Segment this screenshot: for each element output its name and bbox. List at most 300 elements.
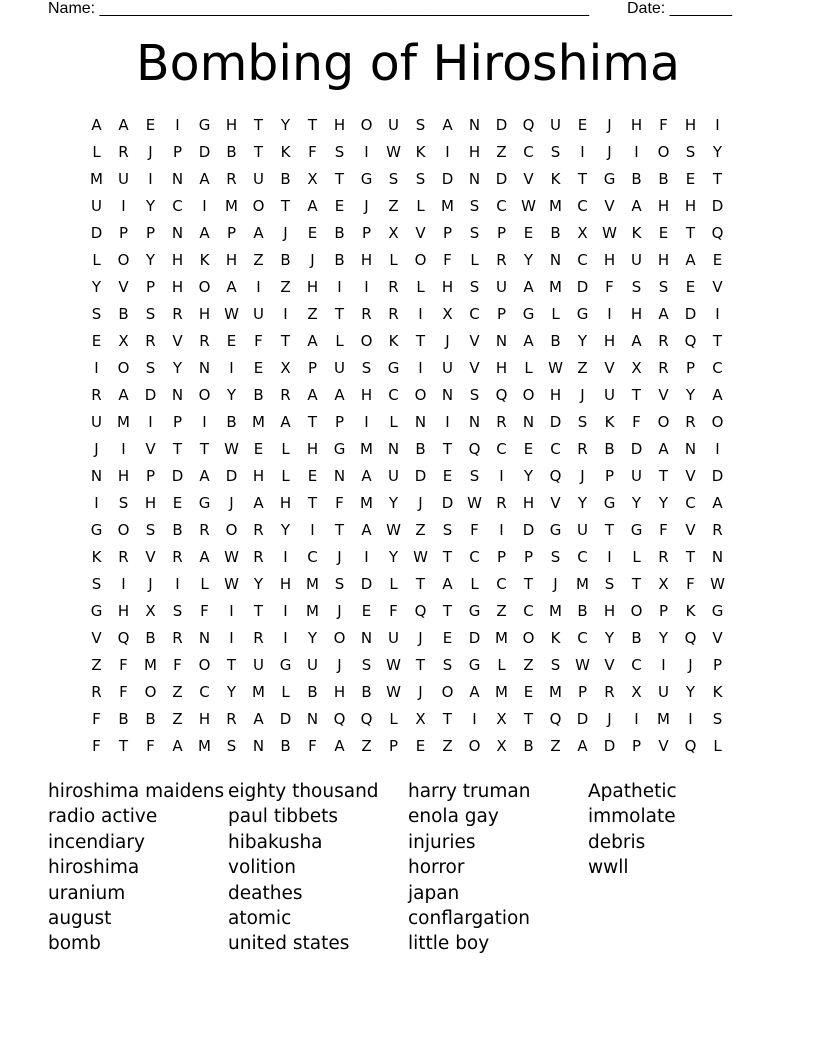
grid-letter[interactable]: L	[470, 574, 479, 593]
grid-letter[interactable]: K	[550, 628, 561, 647]
grid-letter[interactable]: G	[468, 655, 481, 674]
grid-letter[interactable]: W	[224, 439, 239, 458]
grid-letter[interactable]: S	[334, 574, 345, 593]
grid-letter[interactable]: Y	[172, 358, 183, 377]
grid-letter[interactable]: E	[172, 493, 183, 512]
grid-letter[interactable]: F	[335, 493, 344, 512]
grid-letter[interactable]: Y	[712, 142, 723, 161]
grid-letter[interactable]: F	[173, 655, 182, 674]
grid-letter[interactable]: L	[632, 547, 641, 566]
grid-letter[interactable]: S	[631, 277, 642, 296]
grid-letter[interactable]: H	[252, 466, 265, 485]
grid-letter[interactable]: R	[199, 331, 210, 350]
grid-letter[interactable]: J	[148, 142, 153, 161]
grid-letter[interactable]: M	[252, 682, 265, 701]
grid-letter[interactable]: C	[550, 439, 561, 458]
grid-letter[interactable]: H	[171, 277, 184, 296]
grid-letter[interactable]: B	[334, 223, 345, 242]
grid-letter[interactable]: I	[229, 358, 234, 377]
grid-letter[interactable]: S	[145, 358, 156, 377]
grid-letter[interactable]: E	[685, 169, 696, 188]
grid-letter[interactable]: B	[307, 682, 318, 701]
grid-letter[interactable]: L	[389, 709, 398, 728]
grid-letter[interactable]: X	[496, 736, 507, 755]
grid-letter[interactable]: W	[386, 655, 401, 674]
grid-letter[interactable]: I	[364, 412, 369, 431]
grid-letter[interactable]: V	[604, 358, 615, 377]
grid-letter[interactable]: O	[144, 682, 157, 701]
grid-letter[interactable]: T	[442, 547, 453, 566]
grid-letter[interactable]: S	[334, 142, 345, 161]
grid-letter[interactable]: S	[91, 574, 102, 593]
grid-letter[interactable]: B	[658, 169, 669, 188]
grid-letter[interactable]: R	[577, 439, 588, 458]
grid-letter[interactable]: G	[711, 601, 724, 620]
grid-letter[interactable]: R	[280, 385, 291, 404]
grid-letter[interactable]: V	[469, 358, 480, 377]
grid-letter[interactable]: X	[388, 223, 399, 242]
grid-letter[interactable]: G	[198, 493, 211, 512]
grid-letter[interactable]: B	[577, 601, 588, 620]
grid-letter[interactable]: Z	[442, 736, 453, 755]
grid-letter[interactable]: J	[94, 439, 99, 458]
grid-letter[interactable]: K	[415, 142, 426, 161]
grid-letter[interactable]: F	[659, 115, 668, 134]
grid-letter[interactable]: C	[523, 601, 534, 620]
grid-letter[interactable]: P	[334, 412, 345, 431]
grid-letter[interactable]: R	[226, 709, 237, 728]
grid-letter[interactable]: S	[469, 385, 480, 404]
grid-letter[interactable]: T	[415, 331, 426, 350]
grid-letter[interactable]: S	[469, 466, 480, 485]
grid-letter[interactable]: S	[577, 412, 588, 431]
grid-letter[interactable]: R	[712, 520, 723, 539]
grid-letter[interactable]: F	[443, 250, 452, 269]
grid-letter[interactable]: E	[226, 331, 237, 350]
grid-letter[interactable]: A	[253, 223, 264, 242]
grid-letter[interactable]: E	[442, 466, 453, 485]
grid-letter[interactable]: Q	[495, 385, 508, 404]
grid-letter[interactable]: H	[333, 682, 346, 701]
grid-letter[interactable]: I	[607, 304, 612, 323]
grid-letter[interactable]: D	[495, 115, 508, 134]
grid-letter[interactable]: U	[388, 466, 399, 485]
grid-letter[interactable]: B	[145, 628, 156, 647]
grid-letter[interactable]: R	[118, 547, 129, 566]
grid-letter[interactable]: R	[199, 520, 210, 539]
grid-letter[interactable]: I	[499, 466, 504, 485]
grid-letter[interactable]: Y	[226, 682, 237, 701]
grid-letter[interactable]: D	[549, 412, 562, 431]
grid-letter[interactable]: I	[607, 547, 612, 566]
grid-letter[interactable]: H	[144, 493, 157, 512]
grid-letter[interactable]: Y	[577, 331, 588, 350]
grid-letter[interactable]: G	[576, 304, 589, 323]
grid-letter[interactable]: S	[415, 115, 426, 134]
grid-letter[interactable]: Q	[360, 709, 373, 728]
grid-letter[interactable]: G	[90, 601, 103, 620]
grid-letter[interactable]: C	[712, 358, 723, 377]
grid-letter[interactable]: M	[495, 628, 508, 647]
grid-letter[interactable]: T	[334, 169, 345, 188]
grid-letter[interactable]: N	[441, 385, 454, 404]
grid-letter[interactable]: F	[92, 709, 101, 728]
grid-letter[interactable]: R	[145, 331, 156, 350]
grid-letter[interactable]: J	[553, 574, 558, 593]
grid-letter[interactable]: C	[469, 547, 480, 566]
grid-letter[interactable]: P	[307, 358, 318, 377]
grid-letter[interactable]: V	[523, 169, 534, 188]
grid-letter[interactable]: T	[307, 493, 318, 512]
grid-letter[interactable]: N	[333, 466, 346, 485]
grid-letter[interactable]: T	[253, 115, 264, 134]
grid-letter[interactable]: H	[630, 304, 643, 323]
grid-letter[interactable]: F	[659, 520, 668, 539]
grid-letter[interactable]: W	[548, 358, 563, 377]
grid-letter[interactable]: D	[441, 169, 454, 188]
grid-letter[interactable]: T	[415, 574, 426, 593]
grid-letter[interactable]: P	[388, 736, 399, 755]
grid-letter[interactable]: I	[445, 142, 450, 161]
date-field[interactable]: Date: _______	[627, 0, 732, 17]
grid-letter[interactable]: W	[386, 520, 401, 539]
grid-letter[interactable]: Q	[117, 628, 130, 647]
grid-letter[interactable]: X	[307, 169, 318, 188]
grid-letter[interactable]: I	[580, 142, 585, 161]
grid-letter[interactable]: Z	[253, 250, 264, 269]
grid-letter[interactable]: F	[146, 736, 155, 755]
grid-letter[interactable]: U	[658, 682, 669, 701]
grid-letter[interactable]: T	[253, 601, 264, 620]
grid-letter[interactable]: T	[280, 331, 291, 350]
grid-letter[interactable]: P	[631, 736, 642, 755]
grid-letter[interactable]: E	[712, 250, 723, 269]
grid-letter[interactable]: O	[117, 520, 130, 539]
grid-letter[interactable]: X	[442, 304, 453, 323]
grid-letter[interactable]: N	[360, 628, 373, 647]
grid-letter[interactable]: Z	[496, 601, 507, 620]
grid-letter[interactable]: O	[225, 520, 238, 539]
grid-letter[interactable]: A	[658, 439, 669, 458]
grid-letter[interactable]: A	[307, 385, 318, 404]
grid-letter[interactable]: F	[632, 412, 641, 431]
grid-letter[interactable]: A	[631, 331, 642, 350]
grid-letter[interactable]: L	[281, 682, 290, 701]
grid-letter[interactable]: Z	[415, 520, 426, 539]
grid-letter[interactable]: S	[361, 655, 372, 674]
grid-letter[interactable]: H	[630, 115, 643, 134]
grid-letter[interactable]: V	[145, 439, 156, 458]
grid-letter[interactable]: M	[117, 412, 130, 431]
grid-letter[interactable]: O	[522, 628, 535, 647]
grid-letter[interactable]: O	[252, 196, 265, 215]
grid-letter[interactable]: A	[523, 277, 534, 296]
grid-letter[interactable]: E	[523, 223, 534, 242]
grid-letter[interactable]: A	[334, 736, 345, 755]
grid-letter[interactable]: U	[442, 358, 453, 377]
grid-letter[interactable]: S	[469, 223, 480, 242]
grid-letter[interactable]: J	[283, 223, 288, 242]
grid-letter[interactable]: E	[361, 601, 372, 620]
grid-letter[interactable]: R	[253, 547, 264, 566]
grid-letter[interactable]: E	[415, 736, 426, 755]
grid-letter[interactable]: Q	[711, 223, 724, 242]
grid-letter[interactable]: T	[712, 331, 723, 350]
grid-letter[interactable]: P	[145, 277, 156, 296]
grid-letter[interactable]: R	[172, 628, 183, 647]
grid-letter[interactable]: E	[253, 358, 264, 377]
grid-letter[interactable]: B	[523, 736, 534, 755]
grid-letter[interactable]: E	[253, 439, 264, 458]
grid-letter[interactable]: I	[445, 412, 450, 431]
grid-letter[interactable]: K	[604, 412, 615, 431]
grid-letter[interactable]: V	[118, 277, 129, 296]
grid-letter[interactable]: E	[334, 196, 345, 215]
grid-letter[interactable]: A	[199, 223, 210, 242]
grid-letter[interactable]: M	[549, 601, 562, 620]
grid-letter[interactable]: N	[684, 439, 697, 458]
grid-letter[interactable]: O	[711, 412, 724, 431]
grid-letter[interactable]: T	[226, 655, 237, 674]
grid-letter[interactable]: C	[199, 682, 210, 701]
grid-letter[interactable]: Y	[631, 493, 642, 512]
grid-letter[interactable]: I	[148, 412, 153, 431]
grid-letter[interactable]: D	[495, 169, 508, 188]
grid-letter[interactable]: I	[715, 439, 720, 458]
grid-letter[interactable]: T	[658, 466, 669, 485]
grid-letter[interactable]: S	[550, 142, 561, 161]
grid-letter[interactable]: X	[631, 358, 642, 377]
grid-letter[interactable]: H	[549, 385, 562, 404]
grid-letter[interactable]: I	[94, 358, 99, 377]
grid-letter[interactable]: D	[90, 223, 103, 242]
grid-letter[interactable]: O	[360, 331, 373, 350]
grid-letter[interactable]: H	[279, 493, 292, 512]
grid-letter[interactable]: M	[144, 655, 157, 674]
grid-letter[interactable]: M	[360, 439, 373, 458]
grid-letter[interactable]: J	[607, 142, 612, 161]
grid-letter[interactable]: D	[279, 709, 292, 728]
grid-letter[interactable]: M	[306, 574, 319, 593]
grid-letter[interactable]: Q	[333, 709, 346, 728]
grid-letter[interactable]: V	[712, 277, 723, 296]
grid-letter[interactable]: J	[418, 682, 423, 701]
grid-letter[interactable]: N	[414, 412, 427, 431]
grid-letter[interactable]: L	[92, 142, 101, 161]
grid-letter[interactable]: O	[468, 736, 481, 755]
grid-letter[interactable]: D	[711, 196, 724, 215]
grid-letter[interactable]: A	[712, 493, 723, 512]
grid-letter[interactable]: I	[418, 304, 423, 323]
grid-letter[interactable]: O	[117, 250, 130, 269]
grid-letter[interactable]: G	[279, 655, 292, 674]
grid-letter[interactable]: M	[225, 196, 238, 215]
grid-letter[interactable]: L	[551, 304, 560, 323]
grid-letter[interactable]: M	[441, 196, 454, 215]
grid-letter[interactable]: D	[576, 709, 589, 728]
grid-letter[interactable]: P	[361, 223, 372, 242]
grid-letter[interactable]: Y	[226, 385, 237, 404]
grid-letter[interactable]: G	[549, 520, 562, 539]
grid-letter[interactable]: P	[145, 223, 156, 242]
grid-letter[interactable]: B	[550, 331, 561, 350]
grid-letter[interactable]: T	[334, 520, 345, 539]
grid-letter[interactable]: I	[283, 304, 288, 323]
grid-letter[interactable]: A	[199, 169, 210, 188]
grid-letter[interactable]: A	[577, 736, 588, 755]
grid-letter[interactable]: N	[171, 385, 184, 404]
grid-letter[interactable]: W	[386, 142, 401, 161]
grid-letter[interactable]: F	[308, 142, 317, 161]
grid-letter[interactable]: H	[117, 601, 130, 620]
grid-letter[interactable]: O	[414, 385, 427, 404]
grid-letter[interactable]: S	[415, 169, 426, 188]
grid-letter[interactable]: V	[658, 736, 669, 755]
grid-letter[interactable]: G	[333, 439, 346, 458]
grid-letter[interactable]: H	[441, 277, 454, 296]
grid-letter[interactable]: V	[685, 466, 696, 485]
grid-letter[interactable]: M	[576, 574, 589, 593]
grid-letter[interactable]: G	[522, 304, 535, 323]
grid-letter[interactable]: B	[118, 709, 129, 728]
grid-letter[interactable]: D	[225, 466, 238, 485]
grid-letter[interactable]: H	[468, 142, 481, 161]
grid-letter[interactable]: A	[253, 493, 264, 512]
grid-letter[interactable]: H	[225, 115, 238, 134]
grid-letter[interactable]: T	[334, 304, 345, 323]
grid-letter[interactable]: R	[91, 682, 102, 701]
grid-letter[interactable]: O	[657, 142, 670, 161]
grid-letter[interactable]: A	[442, 115, 453, 134]
grid-letter[interactable]: B	[631, 169, 642, 188]
grid-letter[interactable]: S	[550, 547, 561, 566]
grid-letter[interactable]: I	[175, 115, 180, 134]
grid-letter[interactable]: T	[118, 736, 129, 755]
grid-letter[interactable]: A	[469, 682, 480, 701]
grid-letter[interactable]: F	[119, 682, 128, 701]
grid-letter[interactable]: M	[198, 736, 211, 755]
grid-letter[interactable]: P	[145, 466, 156, 485]
grid-letter[interactable]: K	[388, 331, 399, 350]
grid-letter[interactable]: S	[442, 520, 453, 539]
grid-letter[interactable]: W	[386, 682, 401, 701]
grid-letter[interactable]: W	[224, 574, 239, 593]
grid-letter[interactable]: J	[148, 574, 153, 593]
grid-letter[interactable]: F	[605, 277, 614, 296]
grid-letter[interactable]: G	[90, 520, 103, 539]
grid-letter[interactable]: O	[333, 628, 346, 647]
grid-letter[interactable]: A	[91, 115, 102, 134]
grid-letter[interactable]: I	[661, 655, 666, 674]
grid-letter[interactable]: S	[145, 304, 156, 323]
grid-letter[interactable]: T	[442, 439, 453, 458]
grid-letter[interactable]: R	[172, 304, 183, 323]
grid-letter[interactable]: P	[118, 223, 129, 242]
grid-letter[interactable]: K	[631, 223, 642, 242]
grid-letter[interactable]: U	[307, 655, 318, 674]
grid-letter[interactable]: H	[522, 493, 535, 512]
grid-letter[interactable]: F	[470, 520, 479, 539]
grid-letter[interactable]: Q	[522, 115, 535, 134]
grid-letter[interactable]: J	[580, 466, 585, 485]
grid-letter[interactable]: P	[577, 682, 588, 701]
grid-letter[interactable]: A	[118, 385, 129, 404]
grid-letter[interactable]: X	[118, 331, 129, 350]
grid-letter[interactable]: L	[470, 250, 479, 269]
grid-letter[interactable]: G	[630, 520, 643, 539]
grid-letter[interactable]: I	[121, 574, 126, 593]
grid-letter[interactable]: B	[550, 223, 561, 242]
grid-letter[interactable]: T	[442, 601, 453, 620]
grid-letter[interactable]: E	[307, 223, 318, 242]
grid-letter[interactable]: Y	[577, 493, 588, 512]
grid-letter[interactable]: S	[361, 358, 372, 377]
grid-letter[interactable]: T	[631, 385, 642, 404]
grid-letter[interactable]: M	[657, 709, 670, 728]
grid-letter[interactable]: U	[604, 385, 615, 404]
grid-letter[interactable]: H	[360, 250, 373, 269]
grid-letter[interactable]: J	[418, 628, 423, 647]
grid-letter[interactable]: R	[658, 331, 669, 350]
grid-letter[interactable]: B	[118, 304, 129, 323]
grid-letter[interactable]: L	[416, 196, 425, 215]
grid-letter[interactable]: J	[580, 385, 585, 404]
grid-letter[interactable]: S	[172, 601, 183, 620]
grid-letter[interactable]: T	[685, 223, 696, 242]
grid-letter[interactable]: N	[468, 169, 481, 188]
grid-letter[interactable]: B	[145, 709, 156, 728]
grid-letter[interactable]: J	[364, 196, 369, 215]
grid-letter[interactable]: E	[442, 628, 453, 647]
grid-letter[interactable]: H	[603, 601, 616, 620]
grid-letter[interactable]: S	[604, 574, 615, 593]
grid-letter[interactable]: I	[634, 142, 639, 161]
grid-letter[interactable]: L	[389, 412, 398, 431]
grid-letter[interactable]: B	[226, 412, 237, 431]
grid-letter[interactable]: K	[280, 142, 291, 161]
grid-letter[interactable]: I	[283, 601, 288, 620]
grid-letter[interactable]: P	[226, 223, 237, 242]
grid-letter[interactable]: N	[90, 466, 103, 485]
grid-letter[interactable]: P	[496, 223, 507, 242]
grid-letter[interactable]: I	[229, 601, 234, 620]
grid-letter[interactable]: Y	[658, 628, 669, 647]
grid-letter[interactable]: D	[468, 628, 481, 647]
grid-letter[interactable]: S	[118, 493, 129, 512]
grid-letter[interactable]: U	[118, 169, 129, 188]
grid-letter[interactable]: A	[361, 520, 372, 539]
grid-letter[interactable]: A	[307, 331, 318, 350]
grid-letter[interactable]: R	[253, 520, 264, 539]
grid-letter[interactable]: V	[685, 520, 696, 539]
grid-letter[interactable]: O	[522, 385, 535, 404]
grid-letter[interactable]: F	[389, 601, 398, 620]
grid-letter[interactable]: C	[577, 547, 588, 566]
grid-letter[interactable]: L	[416, 277, 425, 296]
grid-letter[interactable]: O	[198, 655, 211, 674]
grid-letter[interactable]: V	[658, 385, 669, 404]
grid-letter[interactable]: Y	[280, 520, 291, 539]
grid-letter[interactable]: A	[334, 385, 345, 404]
grid-letter[interactable]: W	[224, 304, 239, 323]
grid-letter[interactable]: D	[711, 466, 724, 485]
grid-letter[interactable]: T	[199, 439, 210, 458]
grid-letter[interactable]: Z	[172, 682, 183, 701]
grid-letter[interactable]: T	[280, 196, 291, 215]
grid-letter[interactable]: R	[253, 628, 264, 647]
grid-letter[interactable]: I	[256, 277, 261, 296]
grid-letter[interactable]: Q	[684, 736, 697, 755]
